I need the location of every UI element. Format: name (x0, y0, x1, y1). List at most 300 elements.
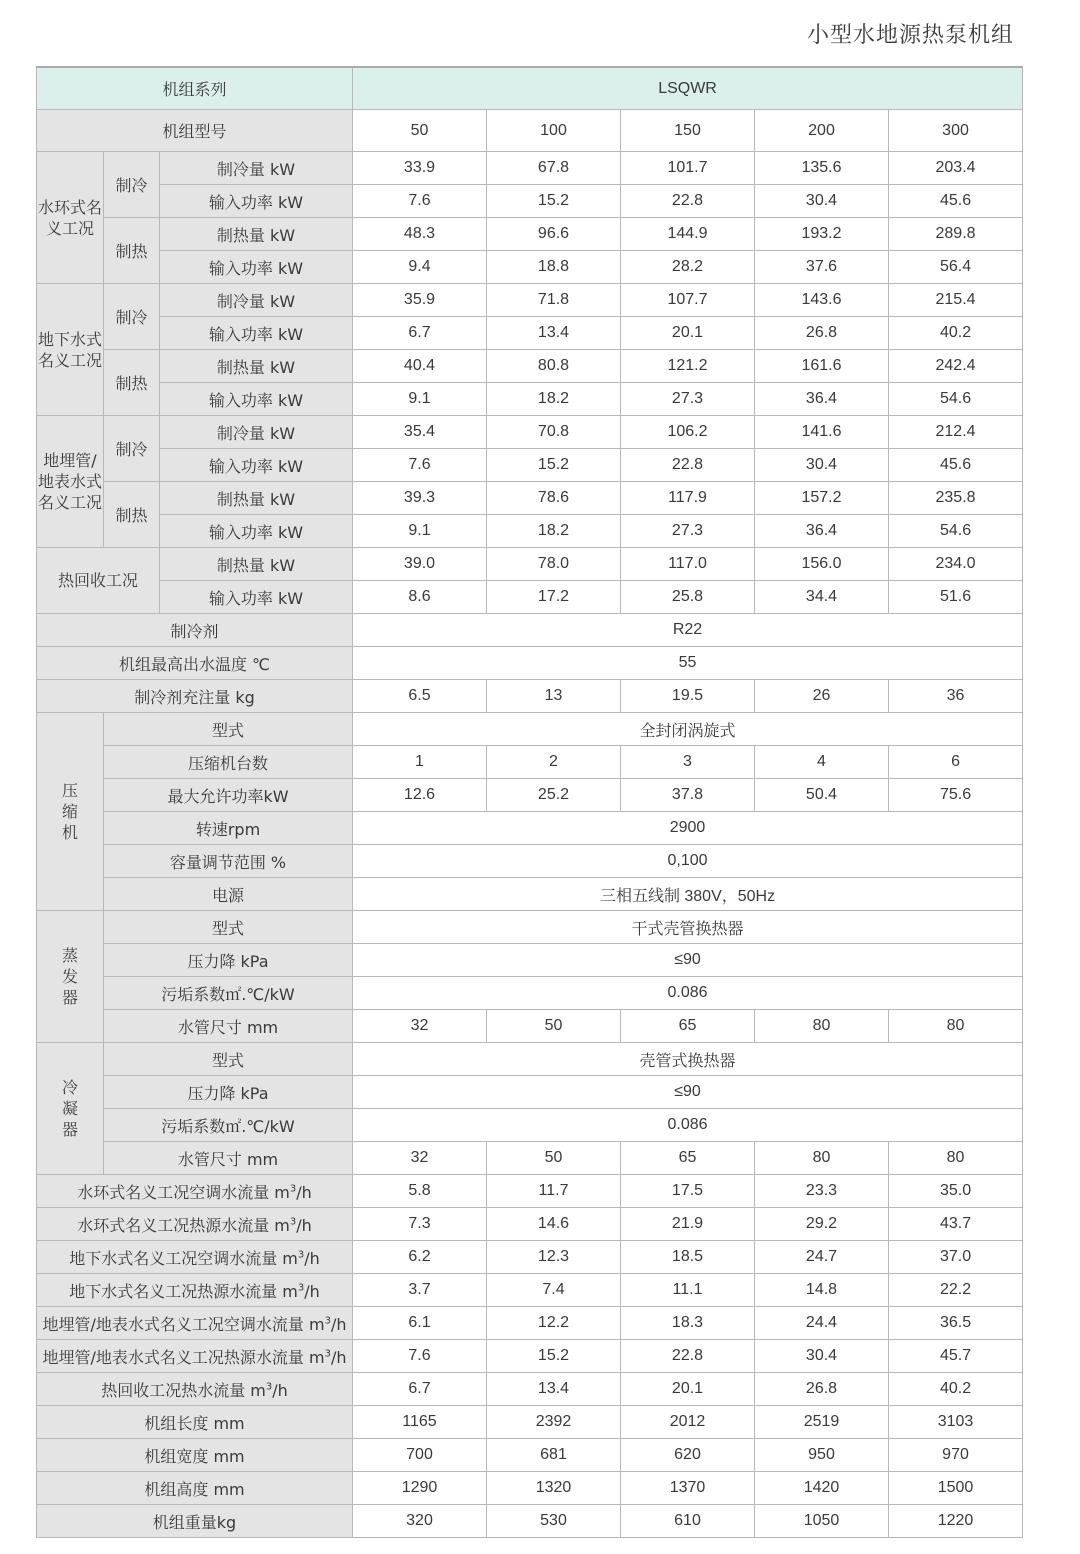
unit-exponent: 3 (297, 1249, 305, 1261)
value-cell: 29.2 (755, 1208, 889, 1241)
value-cell: 30.4 (755, 449, 889, 482)
row-label (37, 1175, 353, 1208)
value-cell: 80 (755, 1142, 889, 1175)
table-row (37, 1439, 1023, 1472)
value-cell: 2519 (755, 1406, 889, 1439)
value-cell: 6.7 (353, 317, 487, 350)
table-row (37, 1043, 1023, 1076)
table-row (37, 152, 1023, 185)
value-cell: 40.4 (353, 350, 487, 383)
row-label: 机组宽度 mm (37, 1439, 353, 1472)
unit-tail: /h (296, 1215, 312, 1235)
value-cell: 27.3 (621, 383, 755, 416)
table-row (37, 1109, 1023, 1142)
row-label: 机组重量kg (37, 1505, 353, 1538)
value-cell: 7.4 (487, 1274, 621, 1307)
row-label: 转速rpm (104, 812, 353, 845)
value-cell: 54.6 (889, 383, 1023, 416)
group-label (37, 713, 104, 911)
table-row (37, 911, 1023, 944)
value-cell: 37.0 (889, 1241, 1023, 1274)
value-cell: 6.1 (353, 1307, 487, 1340)
unit-base: m (274, 1182, 290, 1202)
table-row (37, 284, 1023, 317)
value-cell: 45.6 (889, 185, 1023, 218)
value-cell: 24.4 (755, 1307, 889, 1340)
value-cell: 67.8 (487, 152, 621, 185)
value-cell: 34.4 (755, 581, 889, 614)
flow-label-text: 地下水式名义工况热源水流量 (69, 1281, 278, 1301)
row-label: 制热量 kW (160, 548, 353, 581)
table-row (37, 977, 1023, 1010)
table-row (37, 1010, 1023, 1043)
value-cell: 234.0 (889, 548, 1023, 581)
mode-label: 制冷 (104, 284, 160, 350)
row-label: 水管尺寸 mm (104, 1142, 353, 1175)
value-cell: 96.6 (487, 218, 621, 251)
value-cell: 18.5 (621, 1241, 755, 1274)
row-label: 制冷剂充注量 kg (37, 680, 353, 713)
value-cell: 51.6 (889, 581, 1023, 614)
value-cell: 3103 (889, 1406, 1023, 1439)
series-value: LSQWR (353, 67, 1023, 110)
row-label (37, 1274, 353, 1307)
merged-value: 三相五线制 380V，50Hz (353, 878, 1023, 911)
value-cell: 193.2 (755, 218, 889, 251)
value-cell: 1370 (621, 1472, 755, 1505)
value-cell: 2392 (487, 1406, 621, 1439)
mode-label: 制热 (104, 218, 160, 284)
value-cell: 320 (353, 1505, 487, 1538)
value-cell: 80 (889, 1142, 1023, 1175)
value-cell: 14.8 (755, 1274, 889, 1307)
table-row (37, 1505, 1023, 1538)
value-cell: 36.4 (755, 383, 889, 416)
table-row (37, 713, 1023, 746)
value-cell: 50 (487, 1142, 621, 1175)
value-cell: 23.3 (755, 1175, 889, 1208)
value-cell: 22.8 (621, 1340, 755, 1373)
value-cell: 27.3 (621, 515, 755, 548)
page-title: 小型水地源热泵机组 (806, 23, 1014, 48)
table-row (37, 878, 1023, 911)
value-cell: 7.3 (353, 1208, 487, 1241)
unit-base: m (250, 1380, 266, 1400)
value-cell: 161.6 (755, 350, 889, 383)
value-cell: 12.6 (353, 779, 487, 812)
row-label: 水管尺寸 mm (104, 1010, 353, 1043)
value-cell: 8.6 (353, 581, 487, 614)
value-cell: 620 (621, 1439, 755, 1472)
value-cell: 20.1 (621, 317, 755, 350)
table-row (37, 1472, 1023, 1505)
value-cell: 54.6 (889, 515, 1023, 548)
value-cell: 32 (353, 1010, 487, 1043)
flow-label-text: 地下水式名义工况空调水流量 (69, 1248, 278, 1268)
value-cell: 39.3 (353, 482, 487, 515)
table-row (37, 812, 1023, 845)
flow-label-text: 热回收工况热水流量 (101, 1380, 246, 1400)
value-cell: 2 (487, 746, 621, 779)
value-cell: 80 (755, 1010, 889, 1043)
value-cell: 45.7 (889, 1340, 1023, 1373)
value-cell: 289.8 (889, 218, 1023, 251)
value-cell: 1 (353, 746, 487, 779)
mode-label: 制热 (104, 482, 160, 548)
value-cell: 215.4 (889, 284, 1023, 317)
value-cell: 9.4 (353, 251, 487, 284)
value-cell: 18.2 (487, 383, 621, 416)
value-cell: 1320 (487, 1472, 621, 1505)
value-cell: 56.4 (889, 251, 1023, 284)
row-label: 制热量 kW (160, 218, 353, 251)
table-row (37, 416, 1023, 449)
table-row (37, 350, 1023, 383)
table-row (37, 1241, 1023, 1274)
row-label: 压力降 kPa (104, 944, 353, 977)
group-label-text: 蒸发器 (61, 946, 78, 1007)
value-cell: 144.9 (621, 218, 755, 251)
value-cell: 1220 (889, 1505, 1023, 1538)
unit-exponent: 3 (265, 1381, 273, 1393)
value-cell: 700 (353, 1439, 487, 1472)
table-row (37, 317, 1023, 350)
unit-tail: /h (272, 1380, 288, 1400)
value-cell: 50 (353, 110, 487, 152)
value-cell: 36.4 (755, 515, 889, 548)
value-cell: 150 (621, 110, 755, 152)
value-cell: 117.9 (621, 482, 755, 515)
value-cell: 107.7 (621, 284, 755, 317)
unit-base: m (282, 1281, 298, 1301)
value-cell: 1500 (889, 1472, 1023, 1505)
value-cell: 6.7 (353, 1373, 487, 1406)
value-cell: 17.2 (487, 581, 621, 614)
value-cell: 13.4 (487, 317, 621, 350)
table-row (37, 1373, 1023, 1406)
flow-label-text: 水环式名义工况热源水流量 (77, 1215, 270, 1235)
row-label: 电源 (104, 878, 353, 911)
row-label: 制冷量 kW (160, 416, 353, 449)
value-cell: 1420 (755, 1472, 889, 1505)
unit-tail: /h (296, 1182, 312, 1202)
merged-value: 0.086 (353, 1109, 1023, 1142)
table-row (37, 647, 1023, 680)
row-label: 最大允许功率kW (104, 779, 353, 812)
row-label: 压力降 kPa (104, 1076, 353, 1109)
value-cell: 78.0 (487, 548, 621, 581)
mode-label: 制热 (104, 350, 160, 416)
merged-value: 干式壳管换热器 (353, 911, 1023, 944)
value-cell: 25.8 (621, 581, 755, 614)
value-cell: 7.6 (353, 185, 487, 218)
flow-label-text: 地埋管/地表水式名义工况热源水流量 (42, 1347, 304, 1367)
row-label: 机组高度 mm (37, 1472, 353, 1505)
value-cell: 65 (621, 1142, 755, 1175)
value-cell: 141.6 (755, 416, 889, 449)
value-cell: 14.6 (487, 1208, 621, 1241)
unit-tail: /h (304, 1248, 320, 1268)
group-label: 地下水式名义工况 (37, 284, 104, 416)
row-label: 输入功率 kW (160, 251, 353, 284)
table-row (37, 251, 1023, 284)
merged-value: 55 (353, 647, 1023, 680)
group-label: 热回收工况 (37, 548, 160, 614)
row-label (37, 1373, 353, 1406)
value-cell: 36.5 (889, 1307, 1023, 1340)
value-cell: 50.4 (755, 779, 889, 812)
value-cell: 235.8 (889, 482, 1023, 515)
value-cell: 101.7 (621, 152, 755, 185)
value-cell: 143.6 (755, 284, 889, 317)
value-cell: 37.6 (755, 251, 889, 284)
value-cell: 13 (487, 680, 621, 713)
spec-table (36, 66, 1023, 1538)
value-cell: 26.8 (755, 1373, 889, 1406)
merged-value: ≤90 (353, 944, 1023, 977)
value-cell: 7.6 (353, 1340, 487, 1373)
row-label: 制冷量 kW (160, 284, 353, 317)
value-cell: 18.3 (621, 1307, 755, 1340)
row-label: 容量调节范围 % (104, 845, 353, 878)
value-cell: 4 (755, 746, 889, 779)
value-cell: 530 (487, 1505, 621, 1538)
row-label: 制冷剂 (37, 614, 353, 647)
table-row (37, 1076, 1023, 1109)
value-cell: 20.1 (621, 1373, 755, 1406)
row-label: 输入功率 kW (160, 449, 353, 482)
value-cell: 1050 (755, 1505, 889, 1538)
merged-value: 2900 (353, 812, 1023, 845)
value-cell: 18.8 (487, 251, 621, 284)
unit-tail: /h (330, 1314, 347, 1334)
unit-exponent: 3 (289, 1183, 297, 1195)
merged-value: R22 (353, 614, 1023, 647)
value-cell: 117.0 (621, 548, 755, 581)
row-label: 制热量 kW (160, 350, 353, 383)
value-cell: 200 (755, 110, 889, 152)
group-label (37, 911, 104, 1043)
unit-exponent: 3 (324, 1348, 331, 1360)
value-cell: 1290 (353, 1472, 487, 1505)
flow-label-text: 地埋管/地表水式名义工况空调水流量 (42, 1314, 304, 1334)
value-cell: 78.6 (487, 482, 621, 515)
value-cell: 135.6 (755, 152, 889, 185)
value-cell: 30.4 (755, 1340, 889, 1373)
group-label-text: 压缩机 (61, 781, 78, 842)
flow-label-text: 水环式名义工况空调水流量 (77, 1182, 270, 1202)
unit-base: m (309, 1314, 325, 1334)
row-label: 输入功率 kW (160, 383, 353, 416)
value-cell: 22.8 (621, 185, 755, 218)
value-cell: 35.4 (353, 416, 487, 449)
value-cell: 40.2 (889, 317, 1023, 350)
merged-value: 0.086 (353, 977, 1023, 1010)
table-row (37, 1175, 1023, 1208)
value-cell: 242.4 (889, 350, 1023, 383)
table-row (37, 1208, 1023, 1241)
row-label: 输入功率 kW (160, 581, 353, 614)
value-cell: 681 (487, 1439, 621, 1472)
value-cell: 610 (621, 1505, 755, 1538)
value-cell: 6.5 (353, 680, 487, 713)
table-row (37, 779, 1023, 812)
value-cell: 26 (755, 680, 889, 713)
group-label: 地埋管/地表水式名义工况 (37, 416, 104, 548)
value-cell: 80 (889, 1010, 1023, 1043)
value-cell: 18.2 (487, 515, 621, 548)
value-cell: 36 (889, 680, 1023, 713)
row-label: 制冷量 kW (160, 152, 353, 185)
value-cell: 17.5 (621, 1175, 755, 1208)
unit-tail: /h (330, 1347, 347, 1367)
series-label: 机组系列 (37, 67, 353, 110)
value-cell: 3 (621, 746, 755, 779)
unit-tail: /h (304, 1281, 320, 1301)
table-row (37, 680, 1023, 713)
unit-base: m (274, 1215, 290, 1235)
value-cell: 39.0 (353, 548, 487, 581)
row-label: 机组最高出水温度 ℃ (37, 647, 353, 680)
value-cell: 950 (755, 1439, 889, 1472)
table-row (37, 944, 1023, 977)
table-row (37, 449, 1023, 482)
table-row (37, 581, 1023, 614)
value-cell: 11.7 (487, 1175, 621, 1208)
row-label: 污垢系数㎡.℃/kW (104, 977, 353, 1010)
merged-value: 全封闭涡旋式 (353, 713, 1023, 746)
table-row (37, 67, 1023, 110)
table-row (37, 1307, 1023, 1340)
merged-value: ≤90 (353, 1076, 1023, 1109)
value-cell: 48.3 (353, 218, 487, 251)
unit-base: m (309, 1347, 325, 1367)
value-cell: 25.2 (487, 779, 621, 812)
value-cell: 37.8 (621, 779, 755, 812)
row-label: 机组长度 mm (37, 1406, 353, 1439)
value-cell: 80.8 (487, 350, 621, 383)
value-cell: 156.0 (755, 548, 889, 581)
value-cell: 35.9 (353, 284, 487, 317)
value-cell: 65 (621, 1010, 755, 1043)
value-cell: 22.2 (889, 1274, 1023, 1307)
row-label: 压缩机台数 (104, 746, 353, 779)
row-label (37, 1208, 353, 1241)
table-row (37, 1340, 1023, 1373)
table-row (37, 746, 1023, 779)
value-cell: 106.2 (621, 416, 755, 449)
table-row (37, 1142, 1023, 1175)
merged-value: 壳管式换热器 (353, 1043, 1023, 1076)
table-row (37, 548, 1023, 581)
value-cell: 121.2 (621, 350, 755, 383)
value-cell: 6 (889, 746, 1023, 779)
table-row (37, 383, 1023, 416)
value-cell: 19.5 (621, 680, 755, 713)
unit-exponent: 3 (289, 1216, 297, 1228)
value-cell: 26.8 (755, 317, 889, 350)
row-label: 型式 (104, 911, 353, 944)
value-cell: 32 (353, 1142, 487, 1175)
value-cell: 157.2 (755, 482, 889, 515)
group-label (37, 1043, 104, 1175)
value-cell: 70.8 (487, 416, 621, 449)
value-cell: 11.1 (621, 1274, 755, 1307)
value-cell: 75.6 (889, 779, 1023, 812)
table-row (37, 110, 1023, 152)
merged-value: 0,100 (353, 845, 1023, 878)
value-cell: 970 (889, 1439, 1023, 1472)
value-cell: 33.9 (353, 152, 487, 185)
mode-label: 制冷 (104, 416, 160, 482)
value-cell: 9.1 (353, 383, 487, 416)
value-cell: 35.0 (889, 1175, 1023, 1208)
mode-label: 制冷 (104, 152, 160, 218)
row-label: 输入功率 kW (160, 515, 353, 548)
value-cell: 12.2 (487, 1307, 621, 1340)
value-cell: 15.2 (487, 185, 621, 218)
table-row (37, 482, 1023, 515)
table-row (37, 218, 1023, 251)
value-cell: 30.4 (755, 185, 889, 218)
row-label: 输入功率 kW (160, 317, 353, 350)
row-label: 输入功率 kW (160, 185, 353, 218)
table-row (37, 1406, 1023, 1439)
table-row (37, 185, 1023, 218)
value-cell: 203.4 (889, 152, 1023, 185)
row-label: 污垢系数㎡.℃/kW (104, 1109, 353, 1142)
value-cell: 5.8 (353, 1175, 487, 1208)
row-label: 型式 (104, 713, 353, 746)
value-cell: 71.8 (487, 284, 621, 317)
group-label: 水环式名义工况 (37, 152, 104, 284)
value-cell: 15.2 (487, 449, 621, 482)
group-label-text: 冷凝器 (61, 1078, 78, 1139)
unit-base: m (282, 1248, 298, 1268)
value-cell: 6.2 (353, 1241, 487, 1274)
value-cell: 13.4 (487, 1373, 621, 1406)
value-cell: 12.3 (487, 1241, 621, 1274)
table-row (37, 515, 1023, 548)
unit-exponent: 3 (297, 1282, 305, 1294)
table-row (37, 614, 1023, 647)
value-cell: 1165 (353, 1406, 487, 1439)
value-cell: 300 (889, 110, 1023, 152)
value-cell: 45.6 (889, 449, 1023, 482)
model-label: 机组型号 (37, 110, 353, 152)
value-cell: 100 (487, 110, 621, 152)
table-row (37, 845, 1023, 878)
row-label (37, 1307, 353, 1340)
value-cell: 40.2 (889, 1373, 1023, 1406)
row-label: 型式 (104, 1043, 353, 1076)
table-row (37, 1274, 1023, 1307)
value-cell: 24.7 (755, 1241, 889, 1274)
row-label (37, 1340, 353, 1373)
value-cell: 3.7 (353, 1274, 487, 1307)
value-cell: 7.6 (353, 449, 487, 482)
value-cell: 2012 (621, 1406, 755, 1439)
value-cell: 9.1 (353, 515, 487, 548)
value-cell: 15.2 (487, 1340, 621, 1373)
value-cell: 21.9 (621, 1208, 755, 1241)
unit-exponent: 3 (324, 1315, 331, 1327)
value-cell: 22.8 (621, 449, 755, 482)
value-cell: 43.7 (889, 1208, 1023, 1241)
value-cell: 50 (487, 1010, 621, 1043)
value-cell: 212.4 (889, 416, 1023, 449)
value-cell: 28.2 (621, 251, 755, 284)
